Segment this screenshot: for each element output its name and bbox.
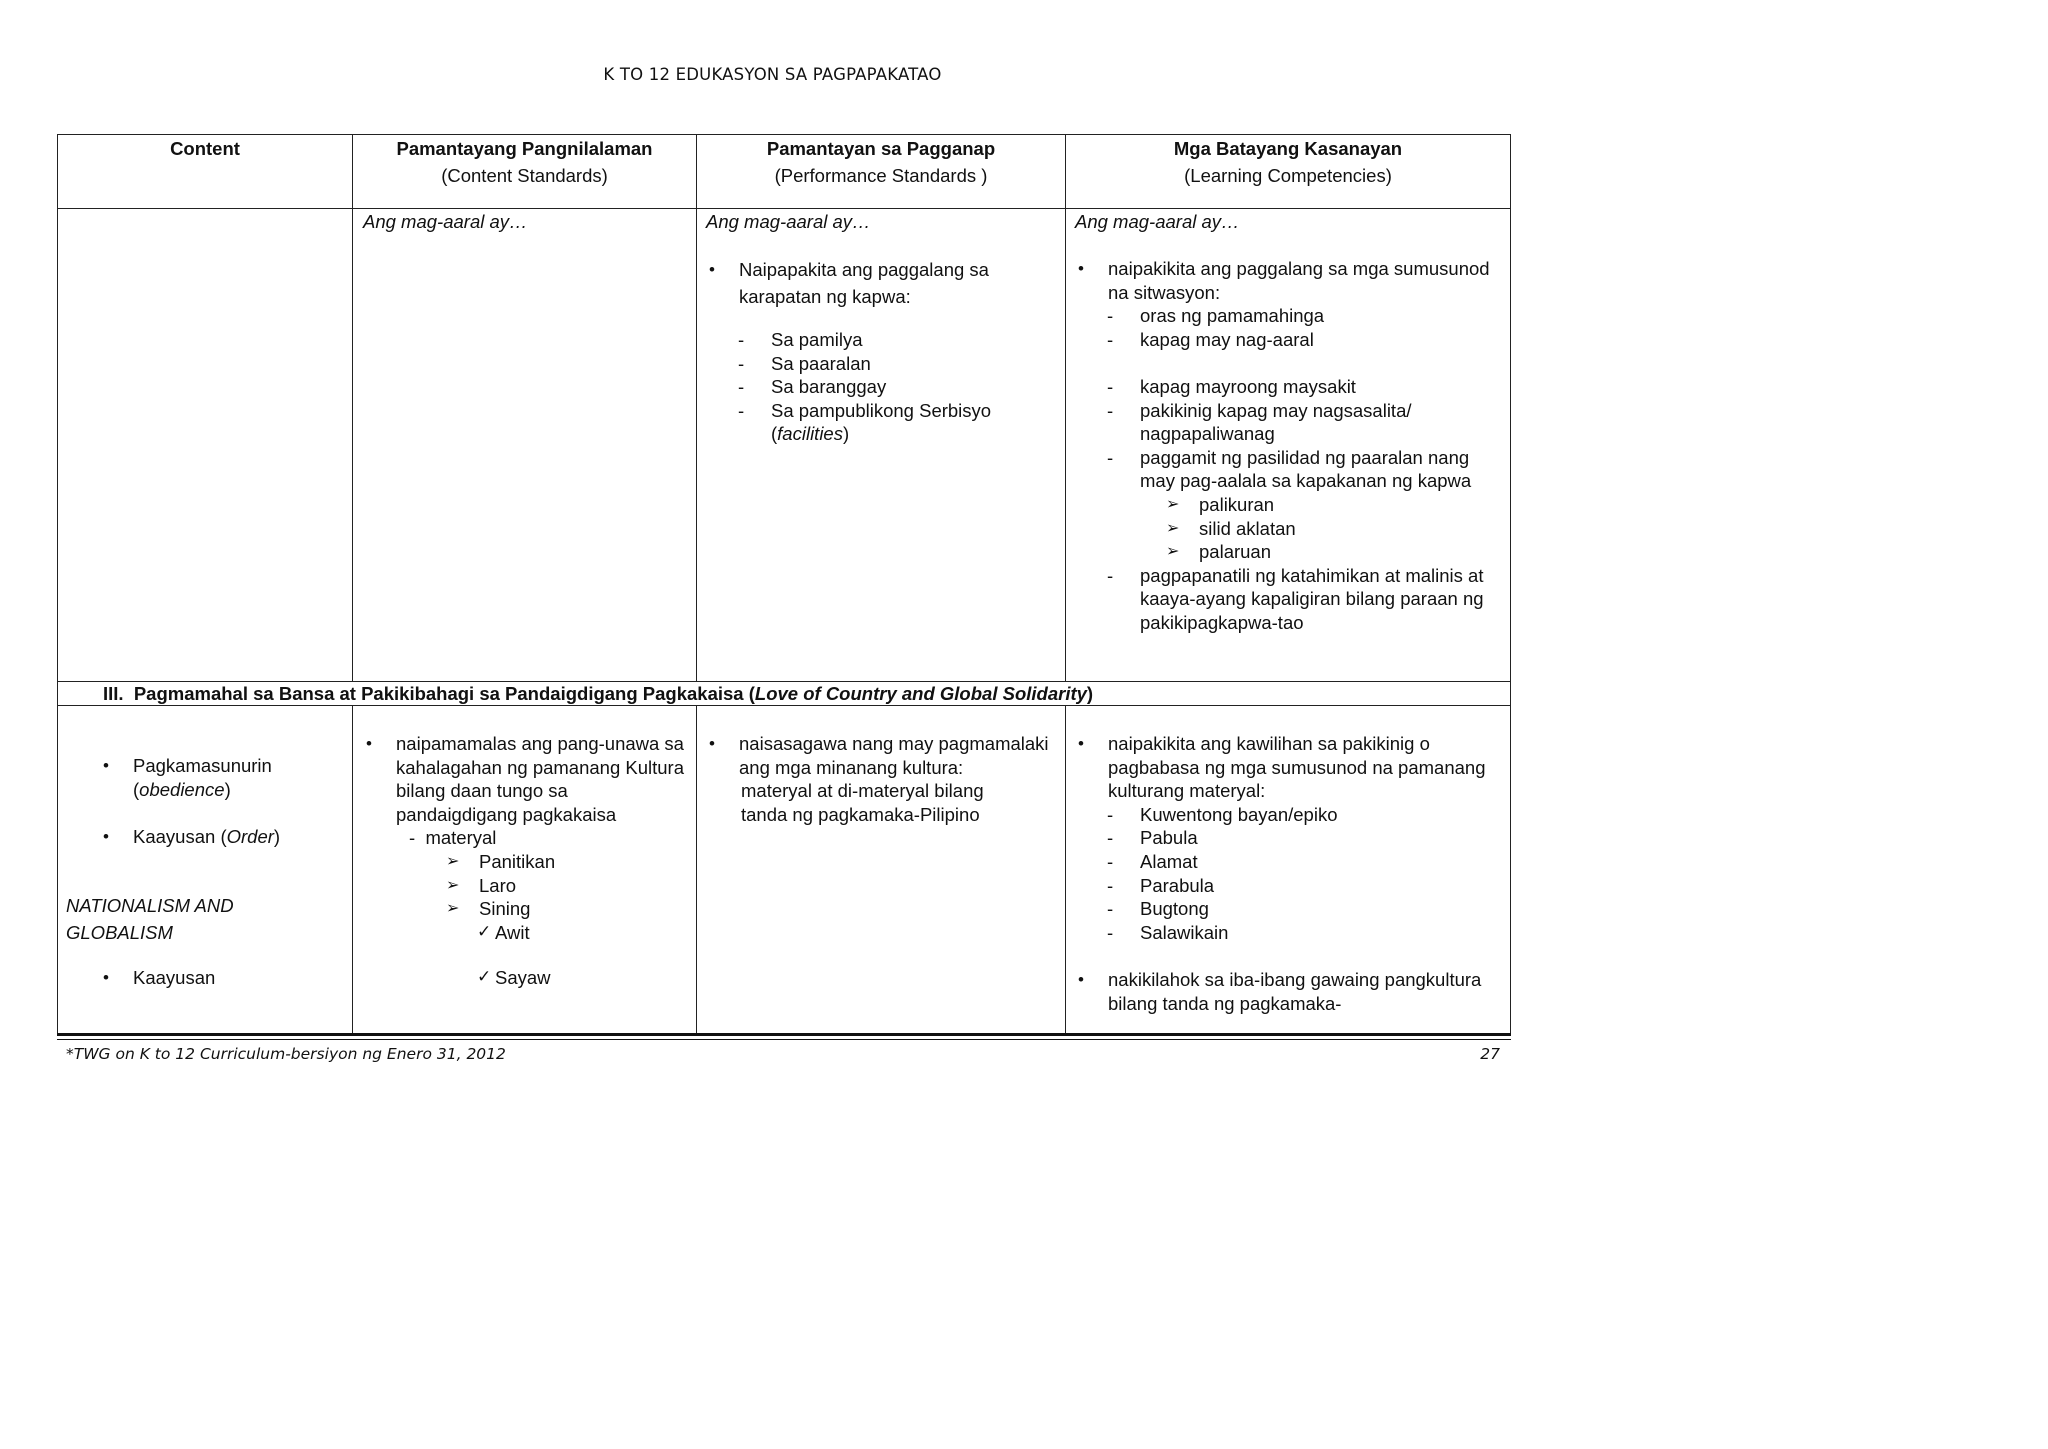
paren: ( [771, 423, 778, 445]
column-divider [696, 706, 697, 1035]
list-item [446, 897, 693, 921]
header-title: Pamantayan sa Pagganap [766, 138, 996, 159]
item-text: Bugtong [1140, 898, 1209, 920]
row1-performance-cell [706, 256, 1046, 446]
header-title: Pamantayang Pangnilalaman [396, 138, 653, 159]
list-item [100, 825, 346, 849]
list-item [1166, 493, 1505, 517]
header-performance-standards [697, 135, 1065, 189]
italic-term: facilities [777, 423, 843, 445]
item-text: paggamit ng pasilidad ng paaralan nang may pag-aalala sa kapakanan ng kapwa [1140, 446, 1472, 492]
row1-competencies-cell [1075, 257, 1505, 635]
item-text: Panitikan [479, 850, 556, 872]
item-text: Sa pamilya [771, 329, 863, 350]
list-item [1166, 540, 1505, 564]
row2-standards-cell [363, 732, 693, 990]
item-text: Salawikain [1140, 921, 1229, 943]
item-text: Sa pampublikong Serbisyo [771, 399, 992, 421]
list-item [1106, 874, 1505, 898]
item-text: Kuwentong bayan/epiko [1140, 803, 1338, 825]
item-text: kapag may nag-aaral [1140, 328, 1314, 350]
page-number: 27 [1480, 1045, 1500, 1063]
list-item [737, 399, 1046, 446]
list-item [363, 732, 693, 826]
header-content-standards [353, 135, 696, 189]
paren: ) [273, 825, 281, 847]
item-text: materyal [425, 827, 497, 849]
list-item [1106, 564, 1505, 635]
dash: - [409, 827, 416, 849]
item-text: kapag mayroong maysakit [1140, 375, 1356, 397]
item-text: Sining [479, 898, 531, 920]
list-item [1106, 446, 1505, 493]
section-number: III. [103, 683, 124, 704]
heading-line: NATIONALISM AND [66, 895, 234, 917]
header-content [58, 135, 352, 162]
bullet-text: naipakikita ang kawilihan sa pakikinig o pagbabasa ng mga sumusunod na pamanang kulturang materyal: [1108, 733, 1486, 802]
item-text: Pagkamasunurin [133, 755, 272, 776]
row2-content-cell [66, 754, 346, 990]
list-item [477, 966, 693, 990]
paren: ( [748, 683, 755, 704]
item-text: pakikinig kapag may nagsasalita/ nagpapaliwanag [1140, 399, 1412, 445]
list-item [1106, 803, 1505, 827]
paren: ) [1086, 683, 1094, 704]
list-item [1075, 732, 1505, 803]
list-item [1075, 257, 1505, 304]
curriculum-table [57, 134, 1511, 1034]
item-text: Kaayusan [133, 825, 216, 847]
list-item [1075, 968, 1505, 1015]
footer-rule [57, 1039, 1511, 1040]
italic-term: Order [226, 825, 274, 847]
bullet-text: naisasagawa nang may pagmamalaki ang mga minanang kultura: [739, 733, 1049, 778]
intro-performance: Ang mag-aaral ay… [706, 211, 871, 232]
row2-competencies-cell [1075, 732, 1505, 1015]
row-divider [58, 208, 1510, 209]
footer-note: *TWG on K to 12 Curriculum-bersiyon ng Enero 31, 2012 [66, 1045, 506, 1063]
list-item [446, 850, 693, 874]
item-text: Awit [495, 921, 530, 943]
list-item [1106, 399, 1505, 446]
intro-competencies: Ang mag-aaral ay… [1075, 211, 1240, 232]
nationalism-heading [66, 892, 346, 946]
row2-performance-cell [706, 732, 1056, 826]
list-item [706, 256, 1046, 310]
heading-line: GLOBALISM [66, 922, 173, 944]
bullet-text: naipakikita ang paggalang sa mga sumusunod na sitwasyon: [1108, 258, 1490, 303]
section-title: Pagmamahal sa Bansa at Pakikibahagi sa Pandaigdigang Pagkakaisa [133, 683, 744, 704]
bullet-text: Naipapakita ang paggalang sa karapatan ng kapwa: [739, 259, 989, 307]
list-item [100, 966, 346, 990]
column-divider [1065, 706, 1066, 1035]
item-text: Sa paaralan [771, 352, 871, 374]
item-text: Pabula [1140, 827, 1198, 849]
list-item [1106, 921, 1505, 945]
list-item [737, 328, 1046, 352]
list-item [1106, 826, 1505, 850]
list-item [1106, 328, 1505, 352]
item-text: Sayaw [495, 967, 551, 989]
paren: ( [133, 778, 140, 800]
paren: ) [224, 778, 231, 800]
item-text: silid aklatan [1199, 517, 1296, 539]
column-divider [352, 706, 353, 1035]
list-item [1106, 897, 1505, 921]
column-divider [696, 135, 697, 681]
page-header: K TO 12 EDUKASYON SA PAGPAPAKATAO [603, 65, 942, 84]
header-title: Mga Batayang Kasanayan [1173, 138, 1403, 159]
paren: ( [220, 825, 227, 847]
list-item [737, 375, 1046, 399]
header-subtitle: (Learning Competencies) [1184, 165, 1392, 186]
item-text: Sa baranggay [771, 376, 887, 398]
list-item [1106, 375, 1505, 399]
item-text: palikuran [1199, 493, 1275, 515]
list-item [706, 732, 1056, 779]
header-content-title: Content [170, 138, 240, 159]
header-learning-competencies [1066, 135, 1510, 189]
list-item [737, 352, 1046, 376]
section-english: Love of Country and Global Solidarity [754, 683, 1087, 704]
sub-item [409, 826, 693, 850]
item-text: pagpapanatili ng katahimikan at malinis at kaaya-ayang kapaligiran bilang paraan ng pakikipagkapwa-tao [1140, 564, 1484, 633]
continuation-text: materyal at di-materyal bilang tanda ng pagkamaka-Pilipino [741, 780, 984, 825]
column-divider [1065, 135, 1066, 681]
item-text: oras ng pamamahinga [1140, 305, 1325, 327]
item-text: Alamat [1140, 850, 1198, 872]
list-item [1106, 850, 1505, 874]
item-text: Laro [479, 874, 517, 896]
list-item [446, 874, 693, 898]
list-item [100, 754, 346, 801]
italic-term: obedience [139, 778, 225, 800]
item-text: Parabula [1140, 874, 1215, 896]
list-item [1166, 517, 1505, 541]
item-text: palaruan [1199, 541, 1272, 563]
header-subtitle: (Performance Standards ) [774, 165, 988, 186]
bullet-text: nakikilahok sa iba-ibang gawaing pangkultura bilang tanda ng pagkamaka- [1108, 968, 1482, 1014]
list-item [1106, 304, 1505, 328]
section-heading [103, 682, 1093, 706]
column-divider [352, 135, 353, 681]
header-subtitle: (Content Standards) [441, 165, 608, 186]
bullet-text: naipamamalas ang pang-unawa sa kahalagahan ng pamanang Kultura bilang daan tungo sa pandaigdigang pagkakaisa [396, 733, 685, 825]
intro-content-standards: Ang mag-aaral ay… [363, 211, 528, 232]
footer-rule [57, 1033, 1511, 1036]
paren: ) [842, 423, 850, 445]
item-text: Kaayusan [133, 967, 216, 989]
list-item [477, 921, 693, 945]
